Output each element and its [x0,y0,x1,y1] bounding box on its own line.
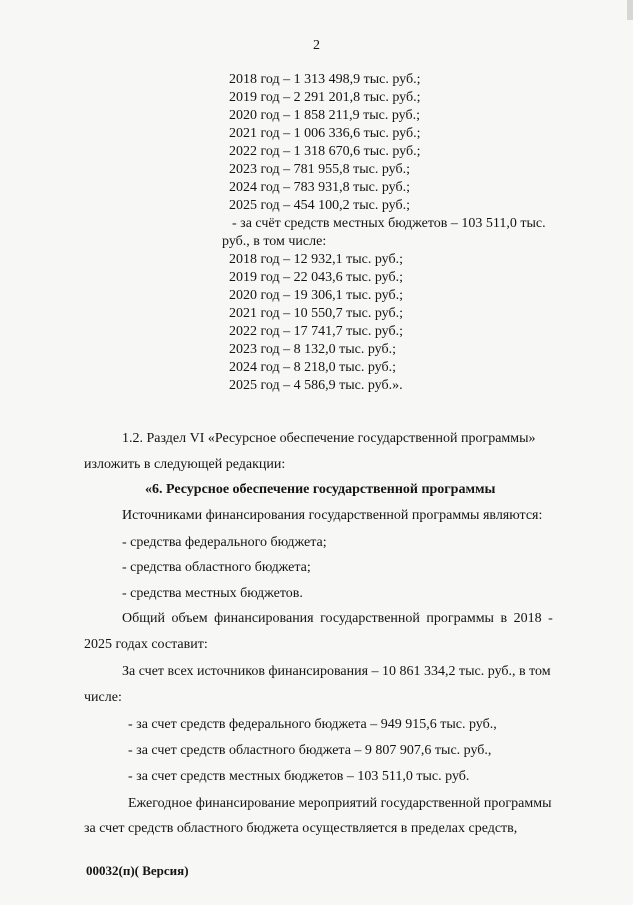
local-budget-intro-cont: руб., в том числе: [222,234,327,249]
local-budget-intro: - за счёт средств местных бюджетов – 103 511,0 тыс. [232,216,546,231]
total-volume-text: Общий объем финансирования государственной программы в 2018 - [122,611,553,626]
all-sources-text: За счет всех источников финансирования – 10 861 334,2 тыс. руб., в том [122,664,551,679]
all-sources-text-cont: числе: [84,690,122,705]
breakdown-item: - за счет средств федерального бюджета – 949 915,6 тыс. руб., [128,717,497,732]
item-1-2-text: 1.2. Раздел VI «Ресурсное обеспечение государственной программы» [122,431,536,446]
regional-year-line: 2018 год – 1 313 498,9 тыс. руб.; [229,72,421,87]
regional-year-line: 2022 год – 1 318 670,6 тыс. руб.; [229,144,421,159]
local-year-line: 2021 год – 10 550,7 тыс. руб.; [229,306,403,321]
regional-year-line: 2020 год – 1 858 211,9 тыс. руб.; [229,108,420,123]
source-item: - средства областного бюджета; [122,560,311,575]
local-year-line: 2019 год – 22 043,6 тыс. руб.; [229,270,403,285]
page-number: 2 [313,38,320,53]
sources-intro: Источниками финансирования государственной программы являются: [122,508,543,523]
scan-edge-mark [627,0,633,20]
item-1-2-text-cont: изложить в следующей редакции: [84,457,286,472]
local-year-line: 2018 год – 12 932,1 тыс. руб.; [229,252,403,267]
local-year-line: 2024 год – 8 218,0 тыс. руб.; [229,360,396,375]
regional-year-line: 2024 год – 783 931,8 тыс. руб.; [229,180,410,195]
footer-document-code: 00032(п)( Версия) [86,863,189,878]
local-year-line: 2022 год – 17 741,7 тыс. руб.; [229,324,403,339]
local-year-line: 2023 год – 8 132,0 тыс. руб.; [229,342,396,357]
regional-year-line: 2025 год – 454 100,2 тыс. руб.; [229,198,410,213]
local-year-line: 2025 год – 4 586,9 тыс. руб.». [229,378,403,393]
section-heading: «6. Ресурсное обеспечение государственной программы [145,482,496,497]
source-item: - средства местных бюджетов. [122,586,303,601]
total-volume-text-cont: 2025 годах составит: [84,637,208,652]
source-item: - средства федерального бюджета; [122,535,327,550]
regional-year-line: 2021 год – 1 006 336,6 тыс. руб.; [229,126,421,141]
regional-year-line: 2023 год – 781 955,8 тыс. руб.; [229,162,410,177]
breakdown-item: - за счет средств областного бюджета – 9 807 907,6 тыс. руб., [128,743,492,758]
annual-financing-text-cont: за счет средств областного бюджета осуществляется в пределах средств, [84,821,518,836]
breakdown-item: - за счет средств местных бюджетов – 103 511,0 тыс. руб. [128,769,470,784]
annual-financing-text: Ежегодное финансирование мероприятий государственной программы [128,796,552,811]
local-year-line: 2020 год – 19 306,1 тыс. руб.; [229,288,403,303]
regional-year-line: 2019 год – 2 291 201,8 тыс. руб.; [229,90,421,105]
